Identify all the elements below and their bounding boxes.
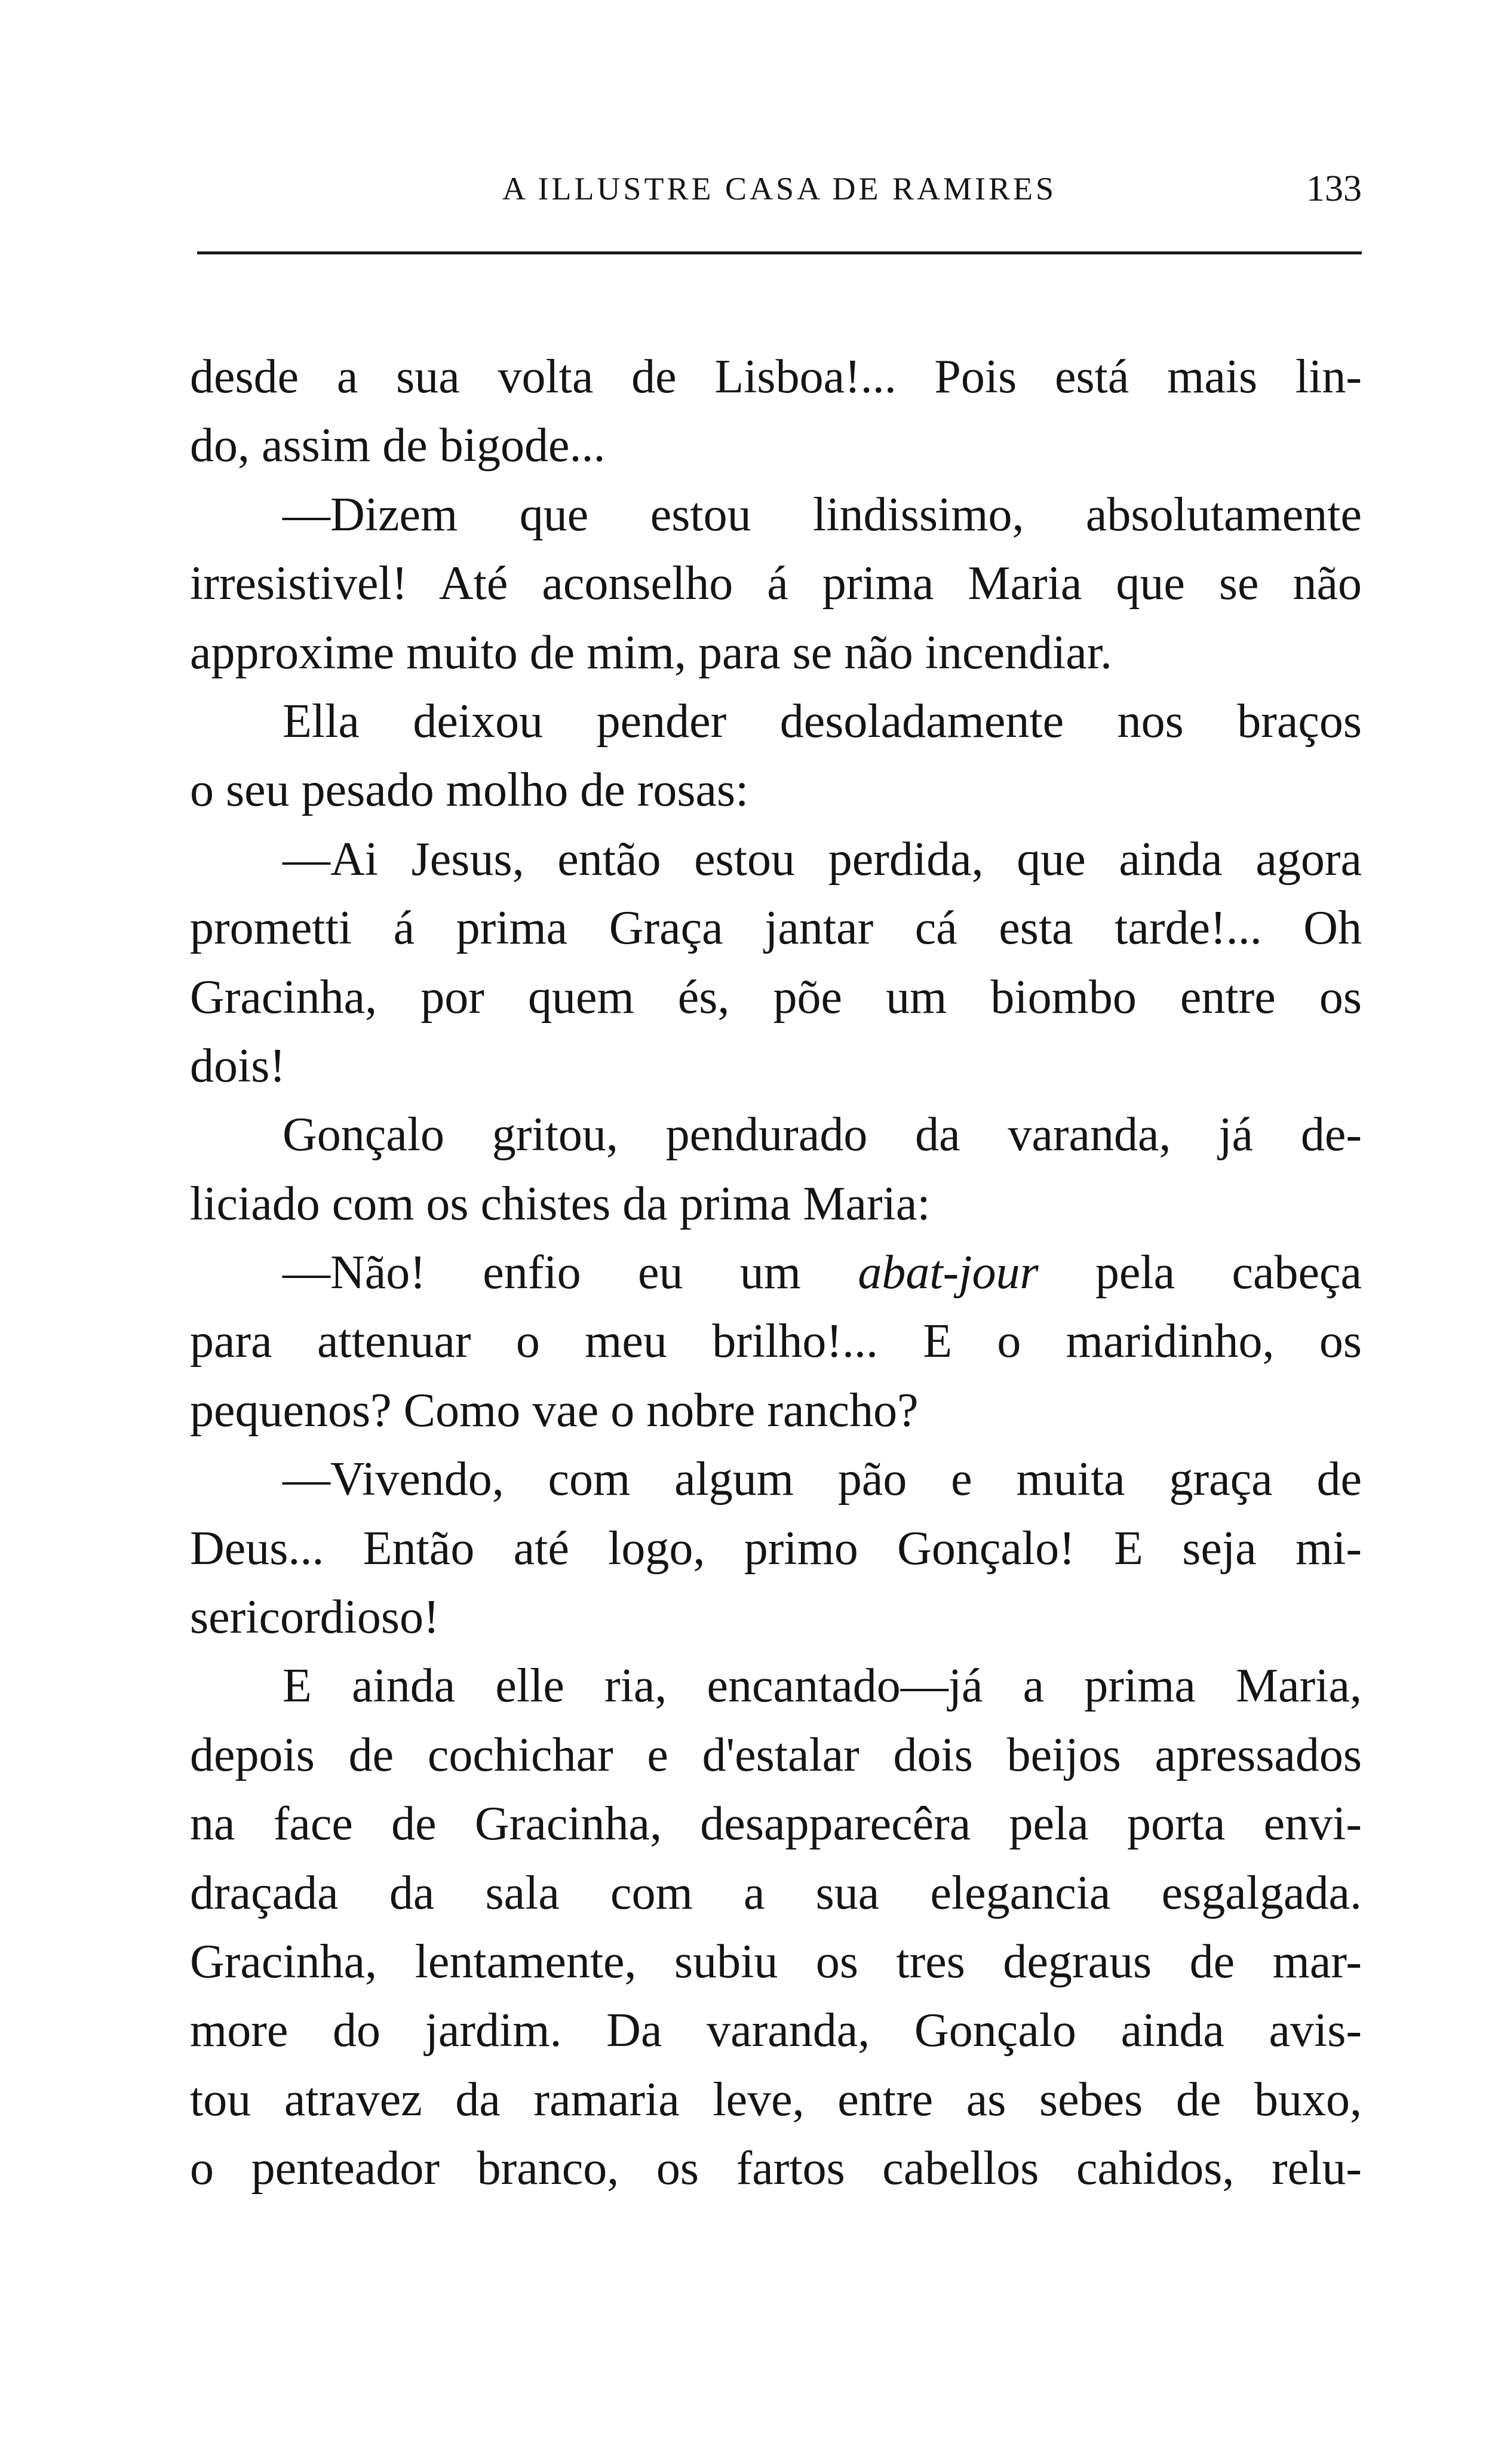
text-line: —Dizem que estou lindissimo, absolutamente xyxy=(283,488,1362,541)
text-line: desde a sua volta de Lisboa!... Pois está mais lin- xyxy=(190,351,1362,403)
dialogue-start: —Não! xyxy=(283,1246,426,1299)
text-line: prometti á prima Graça jantar cá esta tarde!... Oh xyxy=(190,902,1362,955)
text-line: Gonçalo gritou, pendurado da varanda, já de- xyxy=(283,1108,1362,1162)
text-line: Gracinha, por quem és, põe um biombo entre os xyxy=(190,970,1362,1024)
text-line: draçada da sala com a sua elegancia esgalgada. xyxy=(190,1866,1362,1919)
running-header xyxy=(197,165,1362,213)
text-line: sericordioso! xyxy=(190,1591,440,1644)
text-line: Ella deixou pender desoladamente nos braços xyxy=(283,695,1362,748)
text-line: tou atravez da ramaria leve, entre as sebes de buxo, xyxy=(190,2073,1362,2126)
text-line: —Vivendo, com algum pão e muita graça de xyxy=(283,1453,1362,1506)
text-line: o penteador branco, os fartos cabellos cahidos, relu- xyxy=(190,2142,1362,2195)
text-line: E ainda elle ria, encantado—já a prima Maria, xyxy=(283,1660,1362,1713)
body-text xyxy=(190,343,1362,2204)
line-segment: pela cabeça xyxy=(1095,1246,1362,1299)
text-line: —Ai Jesus, então estou perdida, que ainda agora xyxy=(283,832,1362,886)
text-line: depois de cochichar e d'estalar dois beijos apressados xyxy=(190,1728,1362,1781)
text-line: pequenos? Como vae o nobre rancho? xyxy=(190,1384,919,1437)
running-title: A ILLUSTRE CASA DE RAMIRES xyxy=(502,171,1057,207)
text-line: liciado com os chistes da prima Maria: xyxy=(190,1177,931,1230)
text-line: do, assim de bigode... xyxy=(190,419,606,472)
page-number: 133 xyxy=(1306,168,1362,209)
text-line: Gracinha, lentamente, subiu os tres degraus de mar- xyxy=(190,1935,1362,1988)
text-line: more do jardim. Da varanda, Gonçalo ainda avis- xyxy=(190,2004,1362,2057)
header-rule xyxy=(197,251,1362,254)
line-segment: enfio eu um xyxy=(483,1246,802,1299)
text-line: irresistivel! Até aconselho á prima Maria que se não xyxy=(190,557,1362,610)
text-line: na face de Gracinha, desapparecêra pela porta envi- xyxy=(190,1798,1362,1851)
text-line: Deus... Então até logo, primo Gonçalo! E seja mi- xyxy=(190,1522,1362,1575)
text-line: para attenuar o meu brilho!... E o maridinho, os xyxy=(190,1315,1362,1368)
text-line: approxime muito de mim, para se não incendiar. xyxy=(190,626,1112,679)
text-line-mixed xyxy=(190,1239,1362,1307)
text-line: o seu pesado molho de rosas: xyxy=(190,764,749,817)
italic-word: abat-jour xyxy=(858,1246,1039,1299)
text-line: dois! xyxy=(190,1039,286,1092)
